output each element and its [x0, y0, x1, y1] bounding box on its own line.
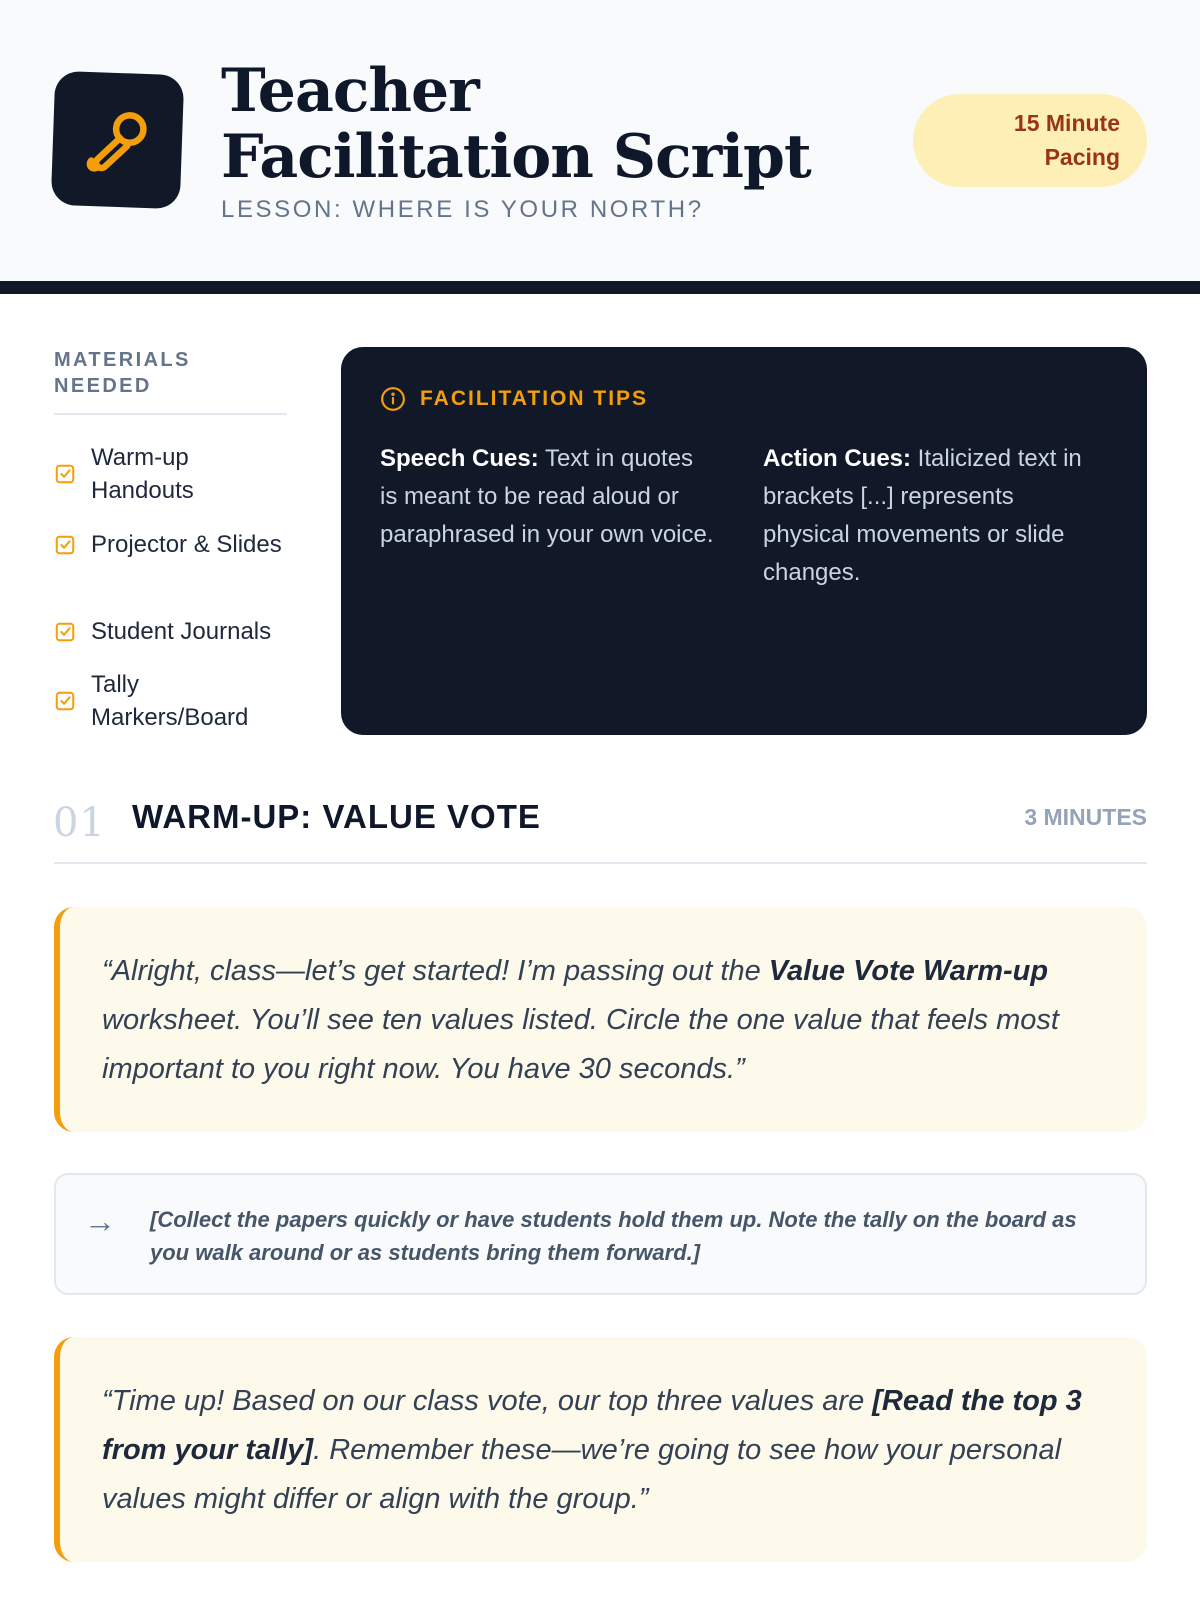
materials-item: [54, 528, 294, 561]
speech-text: . Remember these—we’re going to see how your personal values might differ or align with the group.”: [102, 1434, 1062, 1515]
speech-cue-block: [54, 1337, 1147, 1562]
checkbox-icon: [54, 690, 76, 712]
logo-badge: [51, 71, 185, 209]
checkbox-icon: [54, 534, 76, 556]
checkbox-icon: [54, 463, 76, 485]
header-divider: [0, 281, 1200, 294]
section-divider: [54, 862, 1147, 864]
speech-text: worksheet. You’ll see ten values listed. Circle the one value that feels most important to you right now. You have 30 seconds.”: [102, 1004, 1059, 1085]
tips-title: FACILITATION TIPS: [420, 387, 649, 410]
materials-item-label: Student Journals: [91, 618, 272, 645]
lesson-subtitle: LESSON: WHERE IS YOUR NORTH?: [221, 196, 704, 223]
speech-cue-tip: [380, 440, 715, 554]
action-cue-block: [54, 1173, 1147, 1295]
divider: [54, 413, 287, 415]
speech-text: “Alright, class—let’s get started! I’m passing out the: [102, 955, 769, 987]
arrow-right-icon: →: [84, 1203, 116, 1239]
materials-item: [54, 668, 294, 734]
speech-cue-text: Text in quotes is meant to be read aloud or paraphrased in your own voice.: [380, 445, 714, 548]
materials-item-label: Warm-up Handouts: [91, 444, 194, 504]
speech-text: “Time up! Based on our class vote, our top three values are: [102, 1385, 873, 1417]
materials-item: [54, 615, 294, 648]
section-title: WARM-UP: VALUE VOTE: [132, 798, 541, 835]
speech-cue-label: Speech Cues:: [380, 445, 539, 472]
action-cue-label: Action Cues:: [763, 445, 912, 472]
facilitation-tips-panel: [341, 347, 1147, 735]
checkbox-icon: [54, 621, 76, 643]
speech-emphasis: Value Vote Warm-up: [768, 955, 1049, 987]
speech-emphasis: [Read the top 3 from your tally]: [102, 1385, 1082, 1466]
materials-item: [54, 441, 294, 507]
action-cue-tip: [763, 440, 1098, 592]
action-cue-text: Italicized text in brackets [...] represents physical movements or slide changes.: [763, 445, 1082, 586]
microphone-icon: [77, 100, 158, 181]
materials-item-label: Projector & Slides: [91, 531, 282, 558]
section-number: 01: [53, 800, 106, 846]
section-duration: 3 MINUTES: [1024, 804, 1147, 830]
speech-cue-block: [54, 907, 1147, 1132]
pacing-badge: 15 Minute Pacing: [913, 94, 1147, 187]
page-title: Teacher Facilitation Script: [221, 56, 811, 192]
materials-item-label: Tally Markers/Board: [91, 671, 249, 731]
tips-header: [380, 386, 648, 412]
action-cue-text: [Collect the papers quickly or have students hold them up. Note the tally on the board as you walk around or as students bring them forward.]: [150, 1207, 1077, 1265]
materials-heading: MATERIALS NEEDED: [54, 349, 191, 397]
info-icon: [380, 386, 406, 412]
